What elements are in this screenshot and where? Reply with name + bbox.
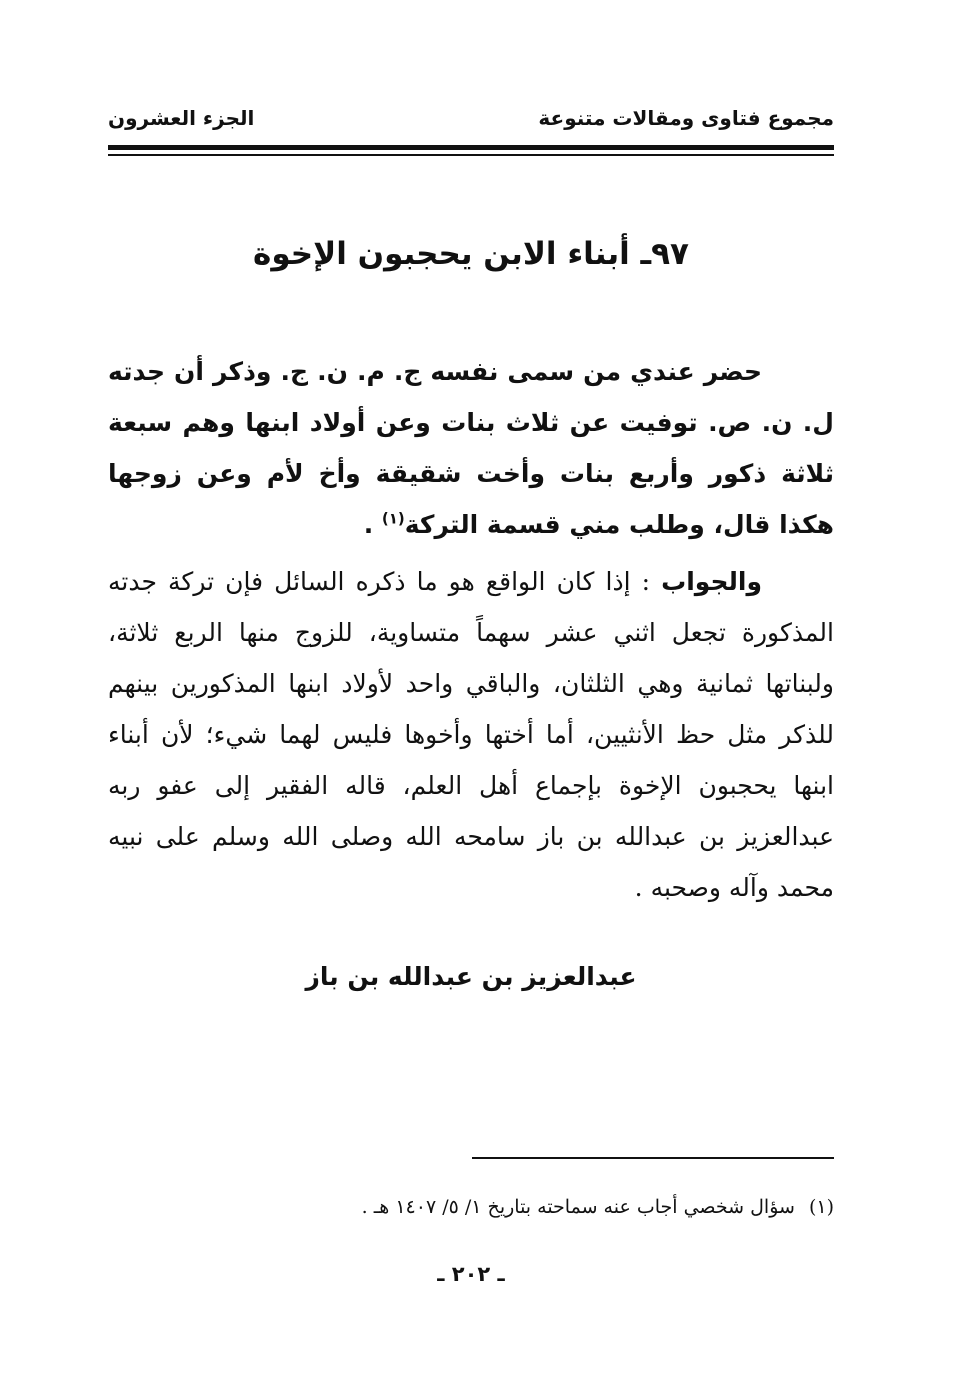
footnote-text: سؤال شخصي أجاب عنه سماحته بتاريخ ١/ ٥/ ١٤٠٧ هـ . [361,1196,795,1218]
question-text: حضر عندي من سمى نفسه ج. م. ن. ج. وذكر أن جدته ل. ن. ص. توفيت عن ثلاث بنات وعن أولاد ابنها وهم سبعة ثلاثة ذكور وأربع بنات وأخت شقيقة وأخ لأم وعن زوجها هكذا قال، وطلب مني قسمة التركة [108,357,834,539]
footnote-separator [472,1157,834,1159]
answer-lead: والجواب [661,567,762,596]
answer-paragraph [108,556,834,913]
question-end: . [363,510,382,539]
chapter-title: ٩٧ـ أبناء الابن يحجبون الإخوة [253,236,689,272]
page-number: ـ ٢٠٢ ـ [437,1262,505,1286]
footnote-reference[interactable]: (١) [381,509,405,528]
running-header [108,100,834,136]
signature: عبدالعزيز بن عبدالله بن باز [305,962,637,991]
header-rule-thick [108,145,834,150]
footnote-number: (١) [808,1196,834,1218]
book-title: مجموع فتاوى ومقالات متنوعة [538,106,834,130]
question-paragraph [108,346,834,550]
header-rule-thin [108,154,834,156]
footnote [108,1196,834,1218]
volume-label: الجزء العشرون [108,106,255,130]
answer-text: : إذا كان الواقع هو ما ذكره السائل فإن تركة جدته المذكورة تجعل اثني عشر سهماً متساوية، للزوج منها الربع ثلاثة، ولبناتها ثمانية وهي الثلثان، والباقي واحد لأولاد ابنها المذكورين بينهم للذكر مثل حظ الأنثيين، أما أختها وأخوها فليس لهما شيء؛ لأن أبناء ابنها يحجبون الإخوة بإجماع أهل العلم، قاله الفقير إلى عفو ربه عبدالعزيز بن عبدالله بن باز سامحه الله وصلى الله وسلم على نبيه محمد وآله وصحبه . [108,567,834,902]
